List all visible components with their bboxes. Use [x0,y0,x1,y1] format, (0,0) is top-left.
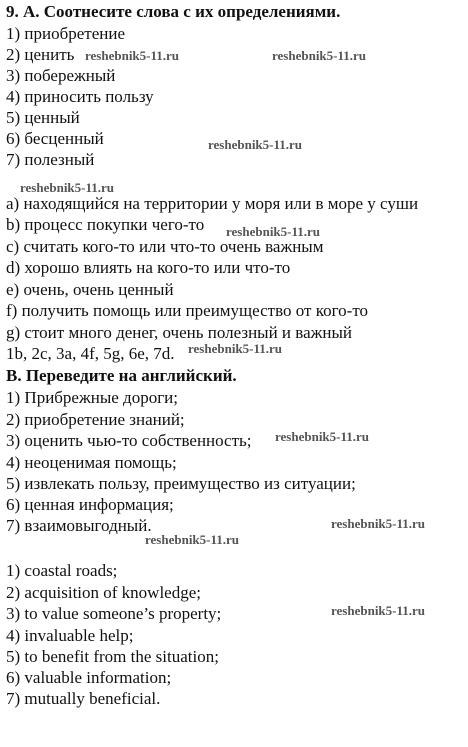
translation-item: 1) coastal roads; [6,561,118,580]
translation-item: 5) to benefit from the situation; [6,647,219,666]
word-item: 5) ценный [6,108,80,127]
watermark-text: reshebnik5-11.ru [331,603,426,618]
section-a-title: 9. А. Соотнесите слова с их определениями. [6,2,341,21]
word-item: 1) приобретение [6,24,126,43]
watermark-text: reshebnik5-11.ru [275,429,370,444]
word-item: 6) бесценный [6,129,104,148]
word-item: 4) приносить пользу [6,87,154,106]
watermark-text: reshebnik5-11.ru [85,48,180,63]
phrase-item: 1) Прибрежные дороги; [6,388,178,407]
section-b-title: B. Переведите на английский. [6,366,237,385]
translation-item: 6) valuable information; [6,668,172,687]
translation-item: 7) mutually beneficial. [6,689,161,708]
word-item: 2) ценить [6,45,75,64]
definition-item: b) процесс покупки чего-то [6,215,205,234]
translation-item: 2) acquisition of knowledge; [6,583,201,602]
phrase-item: 5) извлекать пользу, преимущество из ситуации; [6,474,356,493]
word-item: 7) полезный [6,150,95,169]
definition-item: d) хорошо влиять на кого-то или что-то [6,258,291,277]
translation-item: 3) to value someone’s property; [6,604,222,623]
answer-key: 1b, 2c, 3a, 4f, 5g, 6e, 7d. [6,344,175,363]
definition-item: e) очень, очень ценный [6,280,174,299]
translation-item: 4) invaluable help; [6,626,134,645]
definition-item: c) считать кого-то или что-то очень важным [6,237,324,256]
watermark-text: reshebnik5-11.ru [331,516,426,531]
definition-item: f) получить помощь или преимущество от кого-то [6,301,369,320]
phrase-item: 3) оценить чью-то собственность; [6,431,252,450]
phrase-item: 2) приобретение знаний; [6,410,185,429]
phrase-item: 4) неоценимая помощь; [6,453,177,472]
watermark-text: reshebnik5-11.ru [145,532,240,547]
watermark-text: reshebnik5-11.ru [272,48,367,63]
watermark-text: reshebnik5-11.ru [20,180,115,195]
watermark-text: reshebnik5-11.ru [226,224,321,239]
phrase-item: 6) ценная информация; [6,495,174,514]
watermark-text: reshebnik5-11.ru [188,341,283,356]
word-item: 3) побережный [6,66,116,85]
phrase-item: 7) взаимовыгодный. [6,516,152,535]
definition-item: a) находящийся на территории у моря или в море у суши [6,194,419,213]
definition-item: g) стоит много денег, очень полезный и важный [6,323,352,342]
watermark-text: reshebnik5-11.ru [208,137,303,152]
